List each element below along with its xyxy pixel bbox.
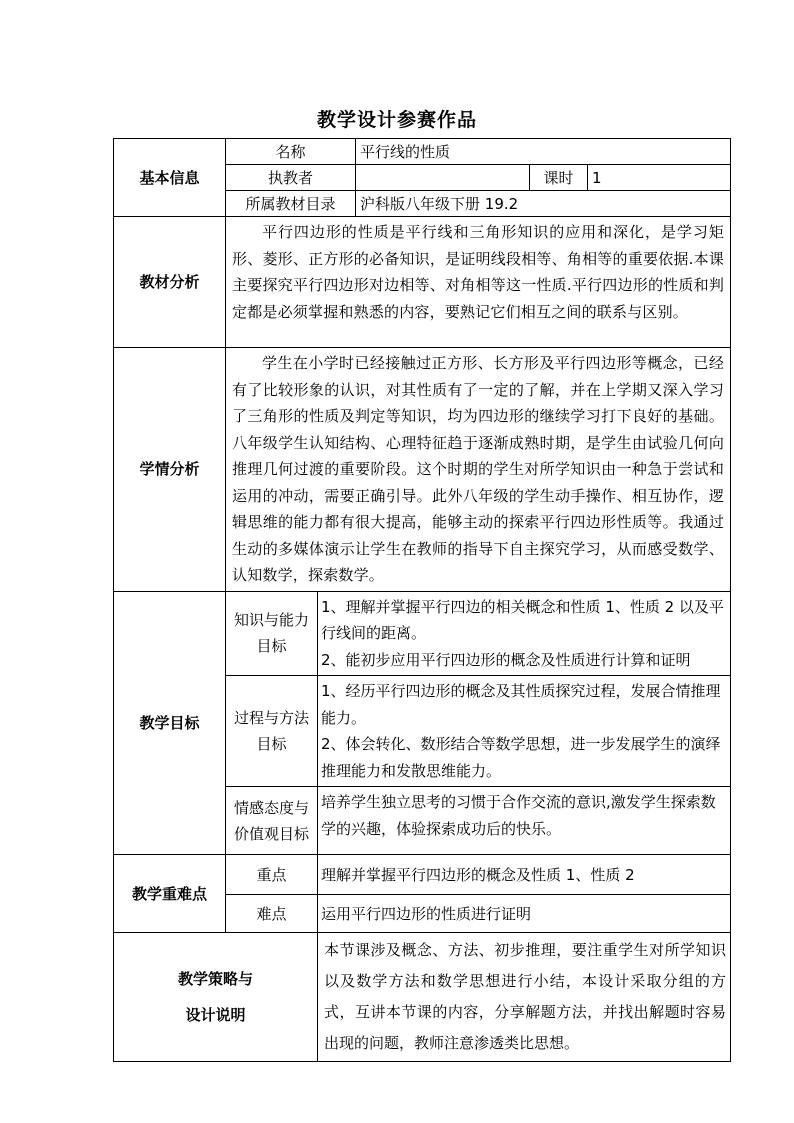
process-goal-item: 2、体会转化、数形结合等数学思想，进一步发展学生的演绎推理能力和发散思维能力。 (321, 735, 721, 780)
teacher-label: 执教者 (226, 165, 356, 191)
focus-label: 重点 (226, 855, 318, 895)
page-title: 教学设计参赛作品 (316, 109, 477, 131)
strategy-header-line-2: 设计说明 (185, 1006, 246, 1024)
focus-value: 理解并掌握平行四边形的概念及性质 1、性质 2 (318, 855, 731, 895)
section-header-key-points: 教学重难点 (114, 855, 226, 933)
period-label: 课时 (530, 165, 588, 191)
process-goal-label-line-1: 过程与方法 (233, 709, 309, 727)
design-table (113, 138, 731, 1062)
difficulty-label: 难点 (226, 895, 318, 933)
knowledge-goal-label (226, 591, 318, 676)
row-name (114, 139, 731, 165)
row-focus (114, 855, 731, 895)
process-goal-item: 1、经历平行四边形的概念及其性质探究过程，发展合情推理能力。 (321, 682, 721, 727)
emotion-goal-text: 培养学生独立思考的习惯于合作交流的意识,激发学生探索数学的兴趣，体验探索成功后的快乐。 (318, 787, 731, 855)
period-value: 1 (588, 165, 731, 191)
difficulty-value: 运用平行四边形的性质进行证明 (318, 895, 731, 933)
emotion-goal-label-line-2: 价值观目标 (233, 824, 309, 843)
section-header-objectives: 教学目标 (114, 591, 226, 855)
section-header-basic-info: 基本信息 (114, 139, 226, 217)
name-label: 名称 (226, 139, 356, 165)
material-analysis-text: 平行四边形的性质是平行线和三角形知识的应用和深化，是学习矩形、菱形、正方形的必备知识，是证明线段相等、角相等的重要依据.本课主要探究平行四边形对边相等、对角相等这一性质.平行四边形的性质和判定都是必须掌握和熟悉的内容，要熟记它们相互之间的联系与区别。 (226, 217, 731, 348)
row-student-analysis (114, 348, 731, 592)
strategy-header-line-1: 教学策略与 (177, 970, 253, 988)
process-goal-label (226, 676, 318, 787)
section-header-material-analysis: 教材分析 (114, 217, 226, 348)
textbook-label: 所属教材目录 (226, 191, 356, 217)
emotion-goal-label-line-1: 情感态度与 (233, 798, 309, 817)
process-goal-label-line-2: 目标 (256, 735, 287, 753)
knowledge-goal-text (318, 591, 731, 676)
knowledge-goal-label-line-2: 目标 (256, 637, 287, 656)
knowledge-goal-label-line-1: 知识与能力 (233, 611, 309, 630)
emotion-goal-label (226, 787, 318, 855)
process-goal-text (318, 676, 731, 787)
row-material-analysis (114, 217, 731, 348)
knowledge-goal-item: 2、能初步应用平行四边形的概念及性质进行计算和证明 (321, 650, 691, 669)
name-value: 平行线的性质 (356, 139, 731, 165)
section-header-strategy (114, 933, 318, 1062)
student-analysis-text: 学生在小学时已经接触过正方形、长方形及平行四边形等概念，已经有了比较形象的认识，对其性质有了一定的了解，并在上学期又深入学习了三角形的性质及判定等知识，均为四边形的继续学习打下良好的基础。八年级学生认知结构、心理特征趋于逐渐成熟时期，是学生由试验几何向推理几何过渡的重要阶段。这个时期的学生对所学知识由一种急于尝试和运用的冲动，需要正确引导。此外八年级的学生动手操作、相互协作，逻辑思维的能力都有很大提高，能够主动的探索平行四边形性质等。我通过生动的多媒体演示让学生在教师的指导下自主探究学习，从而感受数学、认知数学，探索数学。 (226, 348, 731, 592)
teacher-value (356, 165, 530, 191)
strategy-text: 本节课涉及概念、方法、初步推理，要注重学生对所学知识以及数学方法和数学思想进行小结，本设计采取分组的方式，互讲本节课的内容，分享解题方法，并找出解题时容易出现的问题，教师注意渗透类比思想。 (318, 933, 731, 1062)
section-header-student-analysis: 学情分析 (114, 348, 226, 592)
textbook-value: 沪科版八年级下册 19.2 (356, 191, 731, 217)
row-strategy (114, 933, 731, 1062)
row-objective-knowledge (114, 591, 731, 676)
knowledge-goal-item: 1、理解并掌握平行四边的相关概念和性质 1、性质 2 以及平行线间的距离。 (321, 597, 724, 642)
